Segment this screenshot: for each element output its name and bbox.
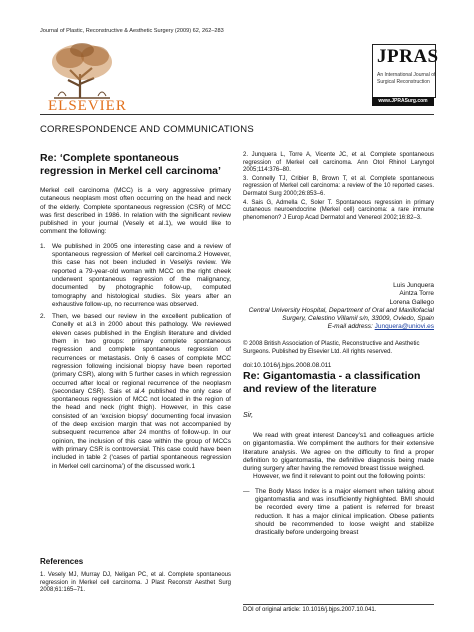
- list-item-number: 2.: [40, 313, 46, 321]
- article-2-title: Re: Gigantomastia - a classification and review of the literature: [243, 370, 421, 395]
- salutation: Sir,: [243, 412, 254, 419]
- section-heading: CORRESPONDENCE AND COMMUNICATIONS: [40, 124, 254, 135]
- author-name: Aintza Torre: [399, 290, 434, 298]
- reference-item: 4. Sais G, Admella C, Soler T. Spontaneous regression in primary cutaneous neuroendocrine (Merkel cell) carcinoma: a rare immune phenomenon? J Europ Acad Dermatol and Venereol 2002;16:82–3.: [243, 199, 434, 221]
- article-2-paragraph: However, we find it relevant to point out the following points:: [253, 473, 426, 481]
- article-1-title: Re: ‘Complete spontaneous regression in Merkel cell carcinoma’: [40, 152, 221, 177]
- article-2-paragraph: We read with great interest Dancey’s1 and colleagues article on gigantomastia. We compliment the authors for their extensive literature analysis. We agree on the difficulty to find a proper definition to gigantomastia, the definitive diagnosis being made during surgery after having the removed breast tissue weighed.: [243, 432, 434, 473]
- article-2-body: [243, 432, 434, 538]
- list-item: [40, 313, 231, 471]
- article-1-body: [40, 187, 231, 471]
- copyright-notice: © 2008 British Association of Plastic, Reconstructive and Aesthetic Surgeons. Published by Elsevier Ltd. All rights reserved.: [243, 341, 420, 355]
- author-name: Lorena Gallego: [389, 298, 434, 306]
- elsevier-wordmark: ELSEVIER: [48, 98, 127, 114]
- references-list-right: [243, 152, 434, 222]
- reference-item: 3. Connelly TJ, Cribier B, Brown T, et al. Complete spontaneous regression of Merkel cell carcinoma: a review of the 10 reported cases. Dermatol Surg 2000;26:853–6.: [243, 175, 434, 197]
- jpras-url-banner: www.JPRASurg.com: [372, 97, 434, 106]
- bullet-item: [243, 488, 434, 538]
- list-item-text: Then, we based our review in the excellent publication of Conelly et al.3 in 2000 about this pathology. We reviewed eleven cases published in the English literature and divided them in two groups: primary complete spontaneous regression and complete spontaneous regression of recurrences or metastasis. Only 6 cases of complete MCC regression following incisional biopsy have been reported (primary CSR), along with 5 further cases in which regression occurred after local or regional recurrence of the neoplasm (secondary CSR). Sais et al.4 published the only case of spontaneous regression of MCC not located in the region of the head and neck (right thigh). However, in this case consisted of an ‘excision biopsy’ documenting focal invasion of the deep excision margin that was not accompanied by subsequent recurrence after 24 months of follow-up. In our opinion, the inclusion of this case within the group of MCCs with primary CSR is controversial. This case could have been included in table 2 (‘cases of partial spontaneous regression in Merkel cell carcinoma’) of the discussed work.1: [52, 313, 231, 470]
- email-link[interactable]: Junquera@uniovi.es: [374, 323, 434, 331]
- list-item-text: We published in 2005 one interesting case and a review of spontaneous regression of Merkel cell carcinoma.2 However, this case has not been included in Veselýs review. We reported a 79-year-old woman with MCC on the right cheek underwent spontaneous regression of the malignancy, documented by photographic follow-up, computed tomography and histological studies. Six years after an exhaustive follow-up, no recurrence was observed.: [52, 242, 231, 308]
- references-list-left: [40, 572, 231, 595]
- bullet-text: The Body Mass Index is a major element when talking about gigantomastia and was insufficiently highlighted. BMI should be recorded every time a patient is referred for breast reduction. It has a major clinical implication. Obese patients should be recommended to loose weight and stabilize drastically before undergoing breast: [255, 487, 434, 537]
- reference-item: 2. Junquera L, Torre A, Vicente JC, et al. Complete spontaneous regression of Merkel cell carcinoma. Ann Otol Rhinol Laryngol 2005;114:376–80.: [243, 152, 434, 174]
- list-item: [40, 243, 231, 309]
- reference-item: 1. Vesely MJ, Murray DJ, Neligan PC, et al. Complete spontaneous regression in Merkel cell carcinoma. J Plast Reconstr Aesthet Surg 2008;61:165–71.: [40, 572, 231, 594]
- author-name: Luis Junquera: [393, 282, 434, 289]
- article-1-doi[interactable]: doi:10.1016/j.bjps.2008.08.011: [243, 362, 332, 369]
- bullet-dash: —: [243, 487, 250, 495]
- references-heading: References: [40, 557, 84, 566]
- header-divider: [40, 114, 434, 115]
- journal-citation-line: Journal of Plastic, Reconstructive & Aesthetic Surgery (2009) 62, 262–283: [40, 28, 224, 34]
- original-article-doi[interactable]: DOI of original article: 10.1016/j.bjps.2007.10.041.: [243, 604, 434, 613]
- email-label: E-mail address:: [327, 323, 373, 331]
- author-signature: [243, 282, 434, 332]
- jpras-logo: [372, 44, 439, 98]
- jpras-logo-subtitle-2: Surgical Reconstruction: [377, 79, 430, 85]
- article-1-intro: Merkel cell carcinoma (MCC) is a very aggressive primary cutaneous neoplasm most often occurring on the head and neck of the elderly. Complete spontaneous regression (CSR) of MCC was first described in 1986. In relation with the significant review published in your journal (Vesely et al.1), we would like to comment the following:: [40, 187, 231, 236]
- list-item-number: 1.: [40, 242, 46, 250]
- jpras-logo-title: JPRAS: [377, 46, 439, 67]
- jpras-logo-subtitle-1: An International Journal of: [377, 72, 436, 78]
- author-affiliation: Central University Hospital, Department of Oral and Maxillofacial Surgery, Celestino Villamil s/n, 33009, Oviedo, Spain: [248, 306, 434, 323]
